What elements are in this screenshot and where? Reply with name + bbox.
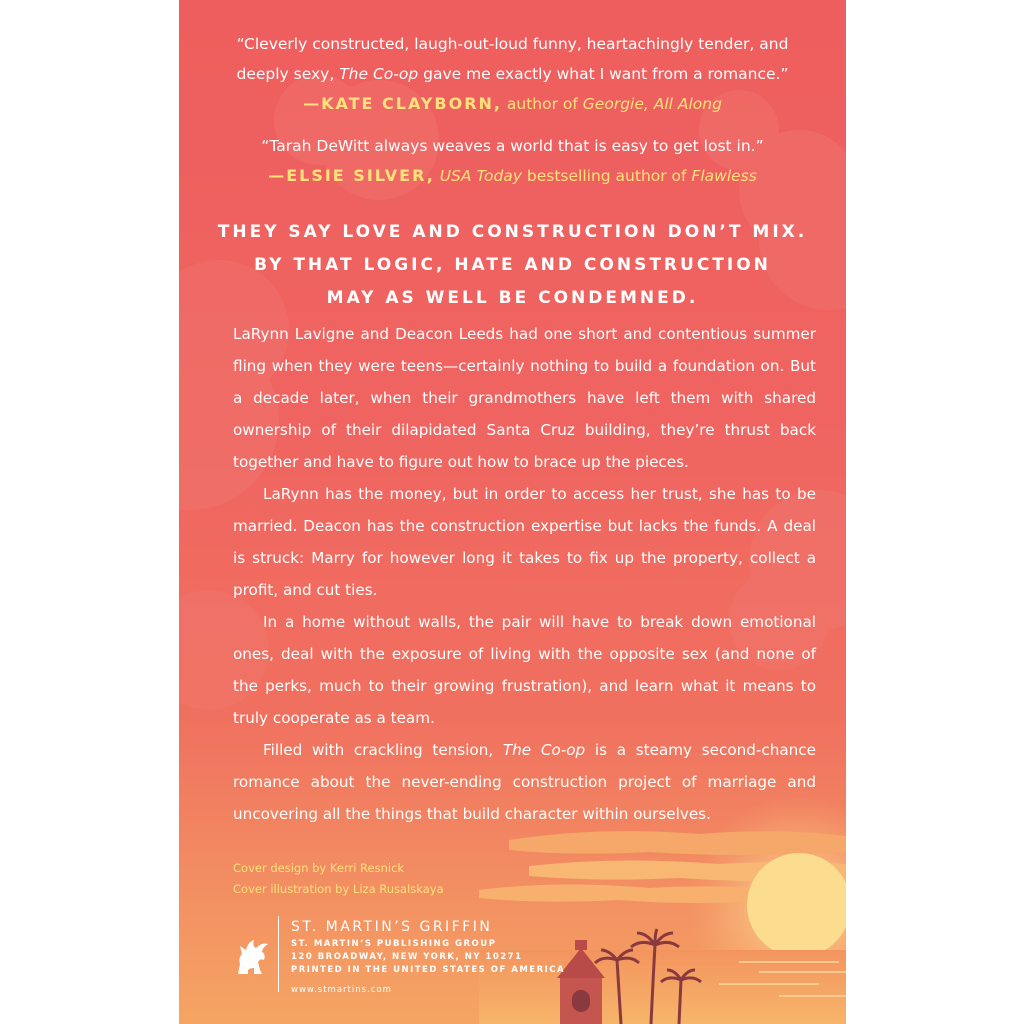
description-paragraph: LaRynn Lavigne and Deacon Leeds had one short and contentious summer fling when they were teens—certainly nothing to build a foundation on. But a decade later, when their grandmothers have left them with shared ownership of their dilapidated Santa Cruz building, they’re thrust back together and have to figure out how to brace up the pieces. — [233, 325, 816, 471]
griffin-logo-icon — [232, 934, 270, 976]
headline — [199, 216, 826, 315]
blurb-quote — [209, 29, 816, 89]
cover-design-credit: Cover design by Kerri Resnick — [233, 861, 405, 875]
headline-line: THEY SAY LOVE AND CONSTRUCTION DON’T MIX. — [217, 222, 808, 242]
printed-location: PRINTED IN THE UNITED STATES OF AMERICA — [291, 965, 566, 975]
author-work: Georgie, All Along — [582, 95, 722, 113]
description-paragraph: LaRynn has the money, but in order to access her trust, she has to be married. Deacon has the construction expertise but lacks the funds. A deal is struck: Marry for however long it takes to fix up the property, collect a profit, and cut ties. — [233, 485, 816, 599]
publisher-info — [291, 916, 565, 995]
blurb-elsie-silver — [209, 131, 816, 191]
description-text: is a steamy second-chance romance about the never-ending construction project of marriage and uncovering all the things that build character within ourselves. — [233, 741, 816, 823]
cover-credits — [233, 858, 444, 900]
publisher-website[interactable]: www.stmartins.com — [291, 985, 392, 995]
author-name: —KATE CLAYBORN, — [303, 94, 502, 113]
book-title: The Co-op — [339, 65, 419, 83]
description-text: Filled with crackling tension, — [263, 741, 503, 759]
publisher-imprint: ST. MARTIN’S GRIFFIN — [291, 919, 493, 935]
publisher-group: ST. MARTIN’S PUBLISHING GROUP — [291, 939, 497, 949]
blurb-text: gave me exactly what I want from a romance.” — [418, 65, 789, 83]
blurb-quote: “Tarah DeWitt always weaves a world that is easy to get lost in.” — [261, 137, 764, 155]
cover-illustration-credit: Cover illustration by Liza Rusalskaya — [233, 882, 444, 896]
author-work: Flawless — [691, 167, 757, 185]
headline-line: MAY AS WELL BE CONDEMNED. — [326, 288, 699, 308]
author-role: bestselling author of — [521, 167, 692, 185]
blurb-text: “Cleverly constructed, laugh-out-loud funny, heartachingly tender, and deeply sexy, — [236, 35, 789, 83]
blurb-attribution — [209, 161, 816, 191]
publisher-address: 120 BROADWAY, NEW YORK, NY 10271 — [291, 952, 523, 962]
author-role: author of — [501, 95, 583, 113]
publication-name: USA Today — [439, 167, 522, 185]
book-back-cover — [179, 0, 846, 1024]
author-name: —ELSIE SILVER, — [268, 166, 435, 185]
divider-line — [278, 916, 279, 992]
blurb-attribution — [209, 89, 816, 119]
headline-line: BY THAT LOGIC, HATE AND CONSTRUCTION — [254, 255, 771, 275]
description-paragraph — [233, 734, 816, 830]
book-description — [233, 318, 816, 830]
description-paragraph: In a home without walls, the pair will have to break down emotional ones, deal with the exposure of living with the opposite sex (and none of the perks, much to their growing frustration), and learn what it means to truly cooperate as a team. — [233, 613, 816, 727]
blurb-kate-clayborn — [209, 29, 816, 119]
book-title: The Co-op — [502, 741, 586, 759]
